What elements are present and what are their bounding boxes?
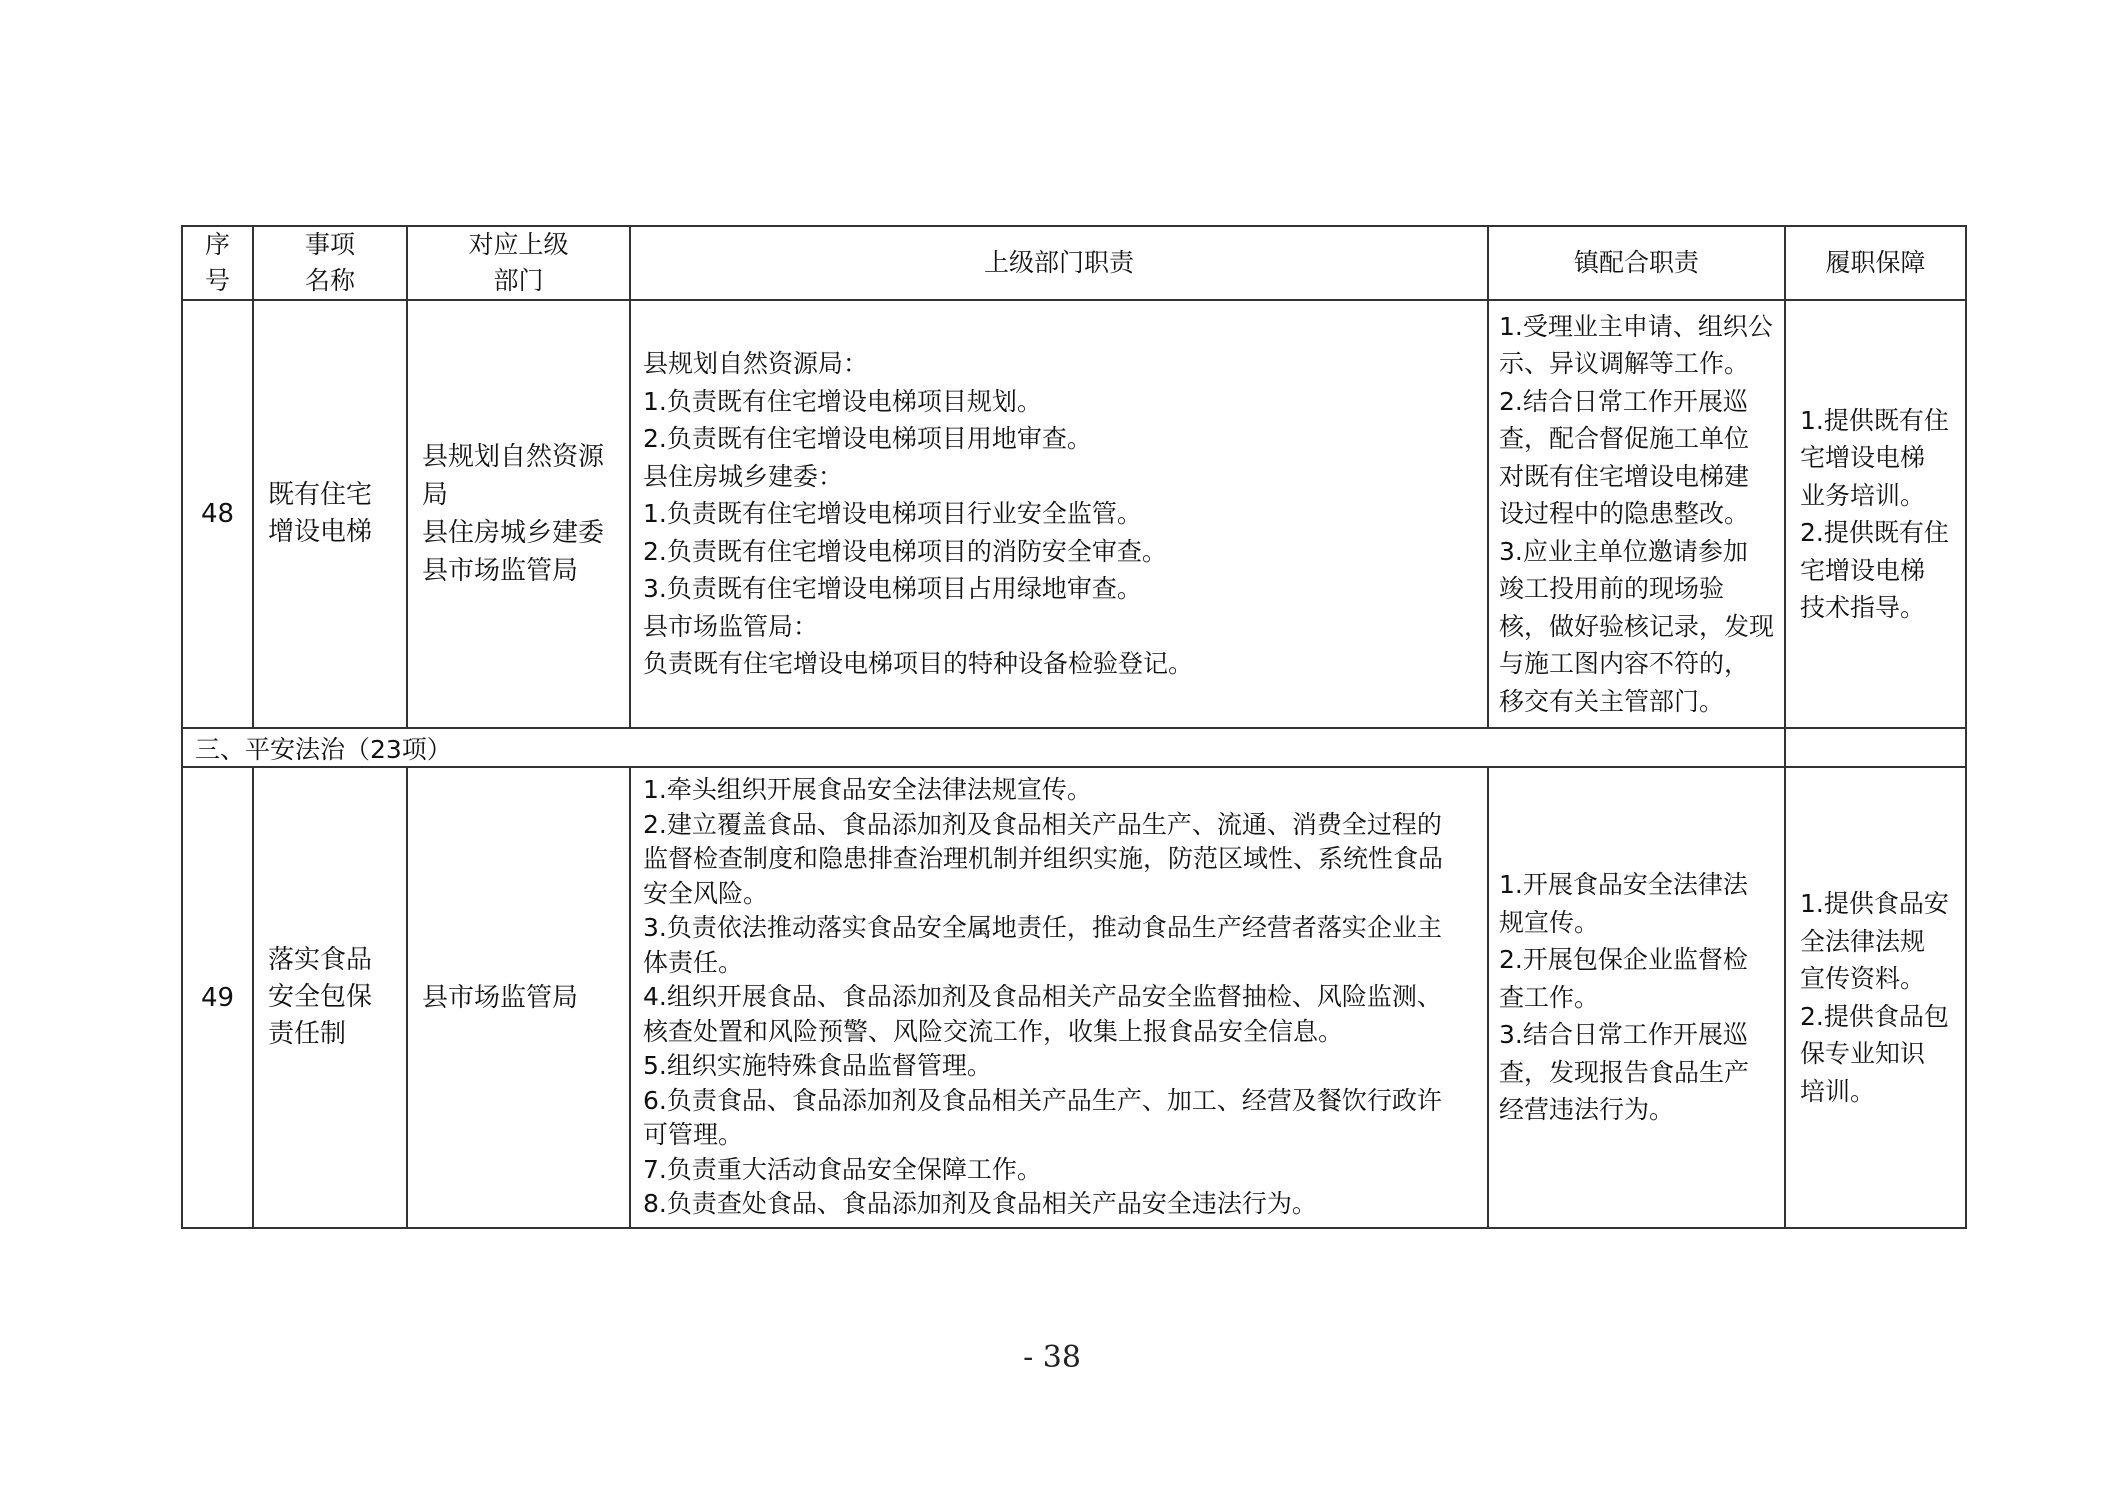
header-town-duty: 镇配合职责: [1488, 226, 1785, 300]
header-guarantee: 履职保障: [1785, 226, 1966, 300]
page-number: - 38: [1023, 1340, 1081, 1375]
section-row: [182, 728, 1966, 767]
duty-table: [181, 225, 1967, 1229]
row-seq: 48: [182, 300, 253, 728]
header-item-name: 事项 名称: [253, 226, 407, 300]
header-seq: 序 号: [182, 226, 253, 300]
row-item-name: 落实食品 安全包保 责任制: [253, 767, 407, 1228]
row-town-duty: 1.受理业主申请、组织公 示、异议调解等工作。 2.结合日常工作开展巡 查，配合督促施工单位 对既有住宅增设电梯建 设过程中的隐患整改。 3.应业主单位邀请参加 竣工投用前的现场验 核，做好验核记录，发现 与施工图内容不符的， 移交有关主管部门。: [1488, 300, 1785, 728]
header-superior-duty: 上级部门职责: [630, 226, 1488, 300]
section-empty-cell: [1785, 728, 1966, 767]
table-header-row: [182, 226, 1966, 300]
row-superior-duty: 1.牵头组织开展食品安全法律法规宣传。 2.建立覆盖食品、食品添加剂及食品相关产品生产、流通、消费全过程的 监督检查制度和隐患排查治理机制并组织实施，防范区域性、系统性食品 安全风险。 3.负责依法推动落实食品安全属地责任，推动食品生产经营者落实企业主 体责任。 4.组织开展食品、食品添加剂及食品相关产品安全监督抽检、风险监测、 核查处置和风险预警、风险交流工作，收集上报食品安全信息。 5.组织实施特殊食品监督管理。 6.负责食品、食品添加剂及食品相关产品生产、加工、经营及餐饮行政许 可管理。 7.负责重大活动食品安全保障工作。 8.负责查处食品、食品添加剂及食品相关产品安全违法行为。: [630, 767, 1488, 1228]
section-label: 三、平安法治（23项）: [182, 728, 1785, 767]
table-row-48: [182, 300, 1966, 728]
row-superior-dept: 县市场监管局: [407, 767, 630, 1228]
row-superior-dept: 县规划自然资源 局 县住房城乡建委 县市场监管局: [407, 300, 630, 728]
row-guarantee: 1.提供食品安 全法律法规 宣传资料。 2.提供食品包 保专业知识 培训。: [1785, 767, 1966, 1228]
header-superior-dept: 对应上级 部门: [407, 226, 630, 300]
row-guarantee: 1.提供既有住 宅增设电梯 业务培训。 2.提供既有住 宅增设电梯 技术指导。: [1785, 300, 1966, 728]
row-town-duty: 1.开展食品安全法律法 规宣传。 2.开展包保企业监督检 查工作。 3.结合日常工作开展巡 查，发现报告食品生产 经营违法行为。: [1488, 767, 1785, 1228]
row-superior-duty: 县规划自然资源局： 1.负责既有住宅增设电梯项目规划。 2.负责既有住宅增设电梯项目用地审查。 县住房城乡建委： 1.负责既有住宅增设电梯项目行业安全监管。 2.负责既有住宅增设电梯项目的消防安全审查。 3.负责既有住宅增设电梯项目占用绿地审查。 县市场监管局： 负责既有住宅增设电梯项目的特种设备检验登记。: [630, 300, 1488, 728]
row-seq: 49: [182, 767, 253, 1228]
row-item-name: 既有住宅 增设电梯: [253, 300, 407, 728]
table-row-49: [182, 767, 1966, 1228]
